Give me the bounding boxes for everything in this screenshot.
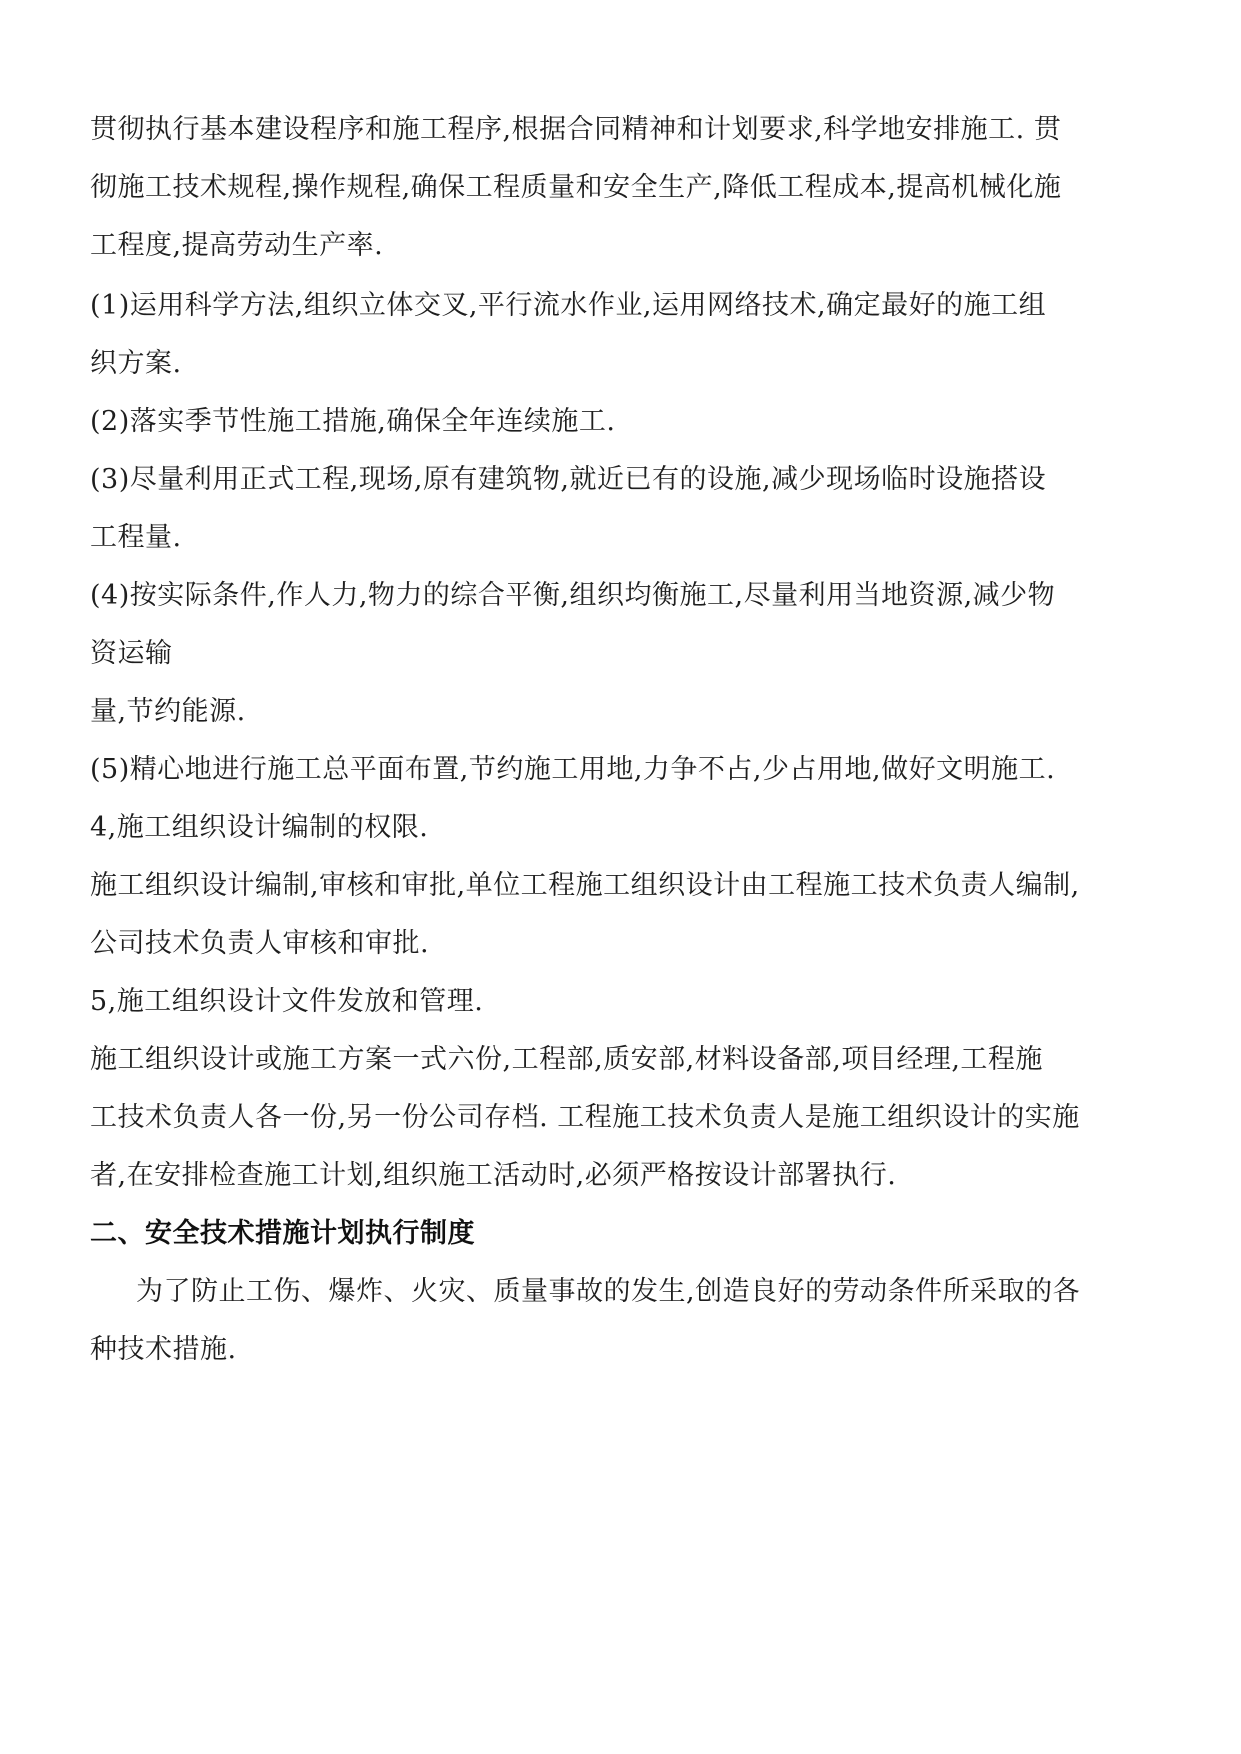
- list-item-3: (3)尽量利用正式工程,现场,原有建筑物,就近已有的设施,减少现场临时设施搭设: [90, 464, 1047, 495]
- text-line: 者,在安排检查施工计划,组织施工活动时,必须严格按设计部署执行.: [90, 1160, 897, 1191]
- text-line: 种技术措施.: [90, 1334, 237, 1365]
- text-line: 公司技术负责人审核和审批.: [90, 928, 430, 959]
- section-title-5: 5,施工组织设计文件发放和管理.: [90, 986, 484, 1017]
- list-item-4: (4)按实际条件,作人力,物力的综合平衡,组织均衡施工,尽量利用当地资源,减少物: [90, 580, 1056, 611]
- text-line: 施工组织设计或施工方案一式六份,工程部,质安部,材料设备部,项目经理,工程施: [90, 1044, 1043, 1075]
- text-line: 为了防止工伤、爆炸、火灾、质量事故的发生,创造良好的劳动条件所采取的各: [136, 1276, 1081, 1307]
- text-line: 资运输: [90, 638, 173, 669]
- text-line: 彻施工技术规程,操作规程,确保工程质量和安全生产,降低工程成本,提高机械化施: [90, 172, 1062, 203]
- text-line: 贯彻执行基本建设程序和施工程序,根据合同精神和计划要求,科学地安排施工. 贯: [90, 114, 1062, 145]
- section-heading: 二、安全技术措施计划执行制度: [90, 1218, 475, 1249]
- text-line: 工程度,提高劳动生产率.: [90, 230, 384, 261]
- text-line: 织方案.: [90, 348, 182, 379]
- list-item-2: (2)落实季节性施工措施,确保全年连续施工.: [90, 406, 616, 437]
- section-title-4: 4,施工组织设计编制的权限.: [90, 812, 429, 843]
- list-item-5: (5)精心地进行施工总平面布置,节约施工用地,力争不占,少占用地,做好文明施工.: [90, 754, 1056, 785]
- list-item-1: (1)运用科学方法,组织立体交叉,平行流水作业,运用网络技术,确定最好的施工组: [90, 290, 1047, 321]
- text-line: 量,节约能源.: [90, 696, 246, 727]
- text-line: 工程量.: [90, 522, 182, 553]
- text-line: 施工组织设计编制,审核和审批,单位工程施工组织设计由工程施工技术负责人编制,: [90, 870, 1080, 901]
- text-line: 工技术负责人各一份,另一份公司存档. 工程施工技术负责人是施工组织设计的实施: [90, 1102, 1080, 1133]
